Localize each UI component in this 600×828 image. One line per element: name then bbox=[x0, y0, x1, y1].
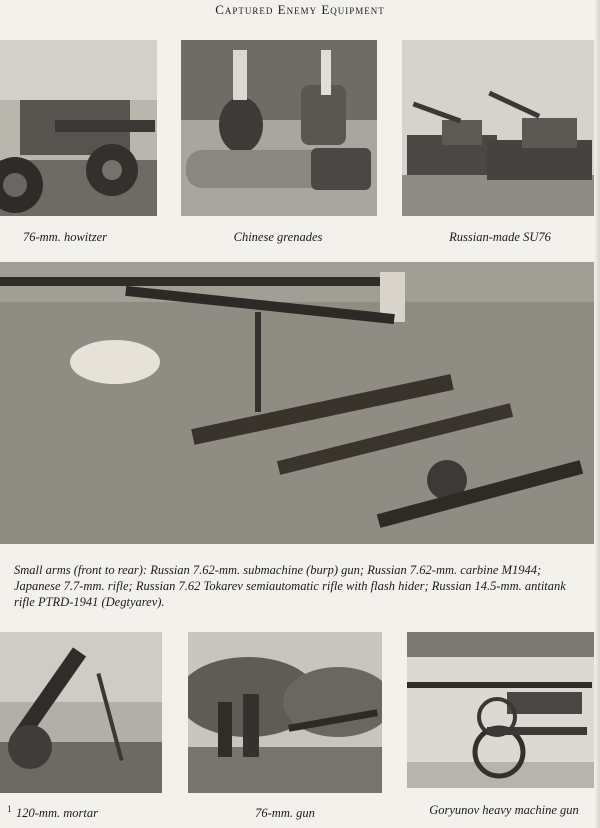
page-title: Captured Enemy Equipment bbox=[215, 2, 385, 17]
caption-goryunov: Goryunov heavy machine gun bbox=[429, 803, 579, 817]
photo-mortar bbox=[0, 632, 162, 793]
caption-howitzer: 76-mm. howitzer bbox=[22, 230, 108, 244]
photo-76mm-gun bbox=[188, 632, 382, 793]
photo-howitzer bbox=[0, 40, 157, 216]
page-edge bbox=[594, 0, 600, 828]
photo-su76 bbox=[402, 40, 594, 216]
caption-76mm-gun: 76-mm. gun bbox=[255, 806, 315, 820]
caption-su76: Russian-made SU76 bbox=[449, 230, 551, 244]
photo-goryunov bbox=[407, 632, 594, 788]
photo-grenades bbox=[181, 40, 377, 216]
photo-small-arms bbox=[0, 262, 594, 544]
footnote-mark: 1 bbox=[7, 804, 12, 814]
caption-small-arms: Small arms (front to rear): Russian 7.62-mm. submachine (burp) gun; Russian 7.62-mm. carbine M1944; Japanese 7.7-mm. rifle; Russian 7.62 Tokarev semiautomatic rifle with flash hider; Russian 14.5-mm. antitank rifle PTRD-1941 (Degtyarev). bbox=[14, 563, 566, 609]
caption-mortar: 120-mm. mortar bbox=[16, 806, 98, 820]
caption-grenades: Chinese grenades bbox=[233, 230, 323, 244]
